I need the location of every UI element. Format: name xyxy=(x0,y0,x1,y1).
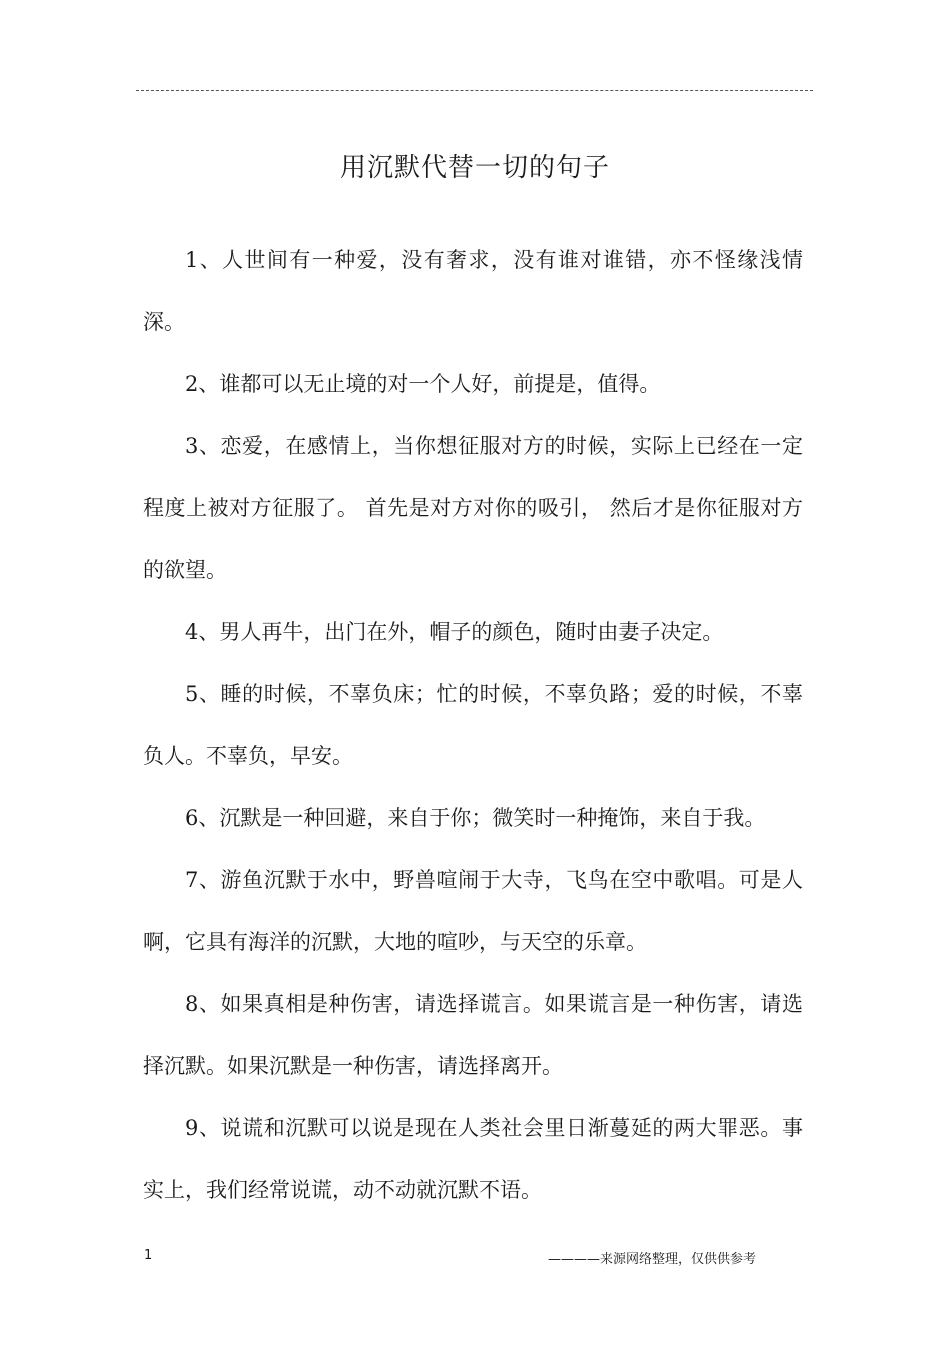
document-body xyxy=(143,229,803,1221)
paragraph-3: 3、恋爱，在感情上，当你想征服对方的时候，实际上已经在一定程度上被对方征服了。 首先是对方对你的吸引， 然后才是你征服对方的欲望。 xyxy=(143,434,803,582)
paragraph-9: 9、说谎和沉默可以说是现在人类社会里日渐蔓延的两大罪恶。事实上，我们经常说谎，动不动就沉默不语。 xyxy=(143,1116,803,1202)
header-rule xyxy=(136,90,813,91)
paragraph-4: 4、男人再牛，出门在外，帽子的颜色，随时由妻子决定。 xyxy=(185,620,724,644)
document-title: 用沉默代替一切的句子 xyxy=(339,153,610,183)
paragraph-2: 2、谁都可以无止境的对一个人好，前提是，值得。 xyxy=(185,372,661,396)
footer-note: ————来源网络整理，仅供供参考 xyxy=(548,1252,757,1267)
paragraph-5: 5、睡的时候，不辜负床；忙的时候，不辜负路；爱的时候，不辜负人。不辜负，早安。 xyxy=(143,682,803,768)
paragraph-1: 1、人世间有一种爱，没有奢求，没有谁对谁错，亦不怪缘浅情深。 xyxy=(143,248,803,334)
paragraph-8: 8、如果真相是种伤害，请选择谎言。如果谎言是一种伤害，请选择沉默。如果沉默是一种伤害，请选择离开。 xyxy=(143,992,803,1078)
page-number: 1 xyxy=(144,1248,153,1263)
paragraph-7: 7、游鱼沉默于水中，野兽喧闹于大寺，飞鸟在空中歌唱。可是人啊，它具有海洋的沉默，大地的喧吵，与天空的乐章。 xyxy=(143,868,803,954)
paragraph-6: 6、沉默是一种回避，来自于你；微笑时一种掩饰，来自于我。 xyxy=(185,806,766,830)
